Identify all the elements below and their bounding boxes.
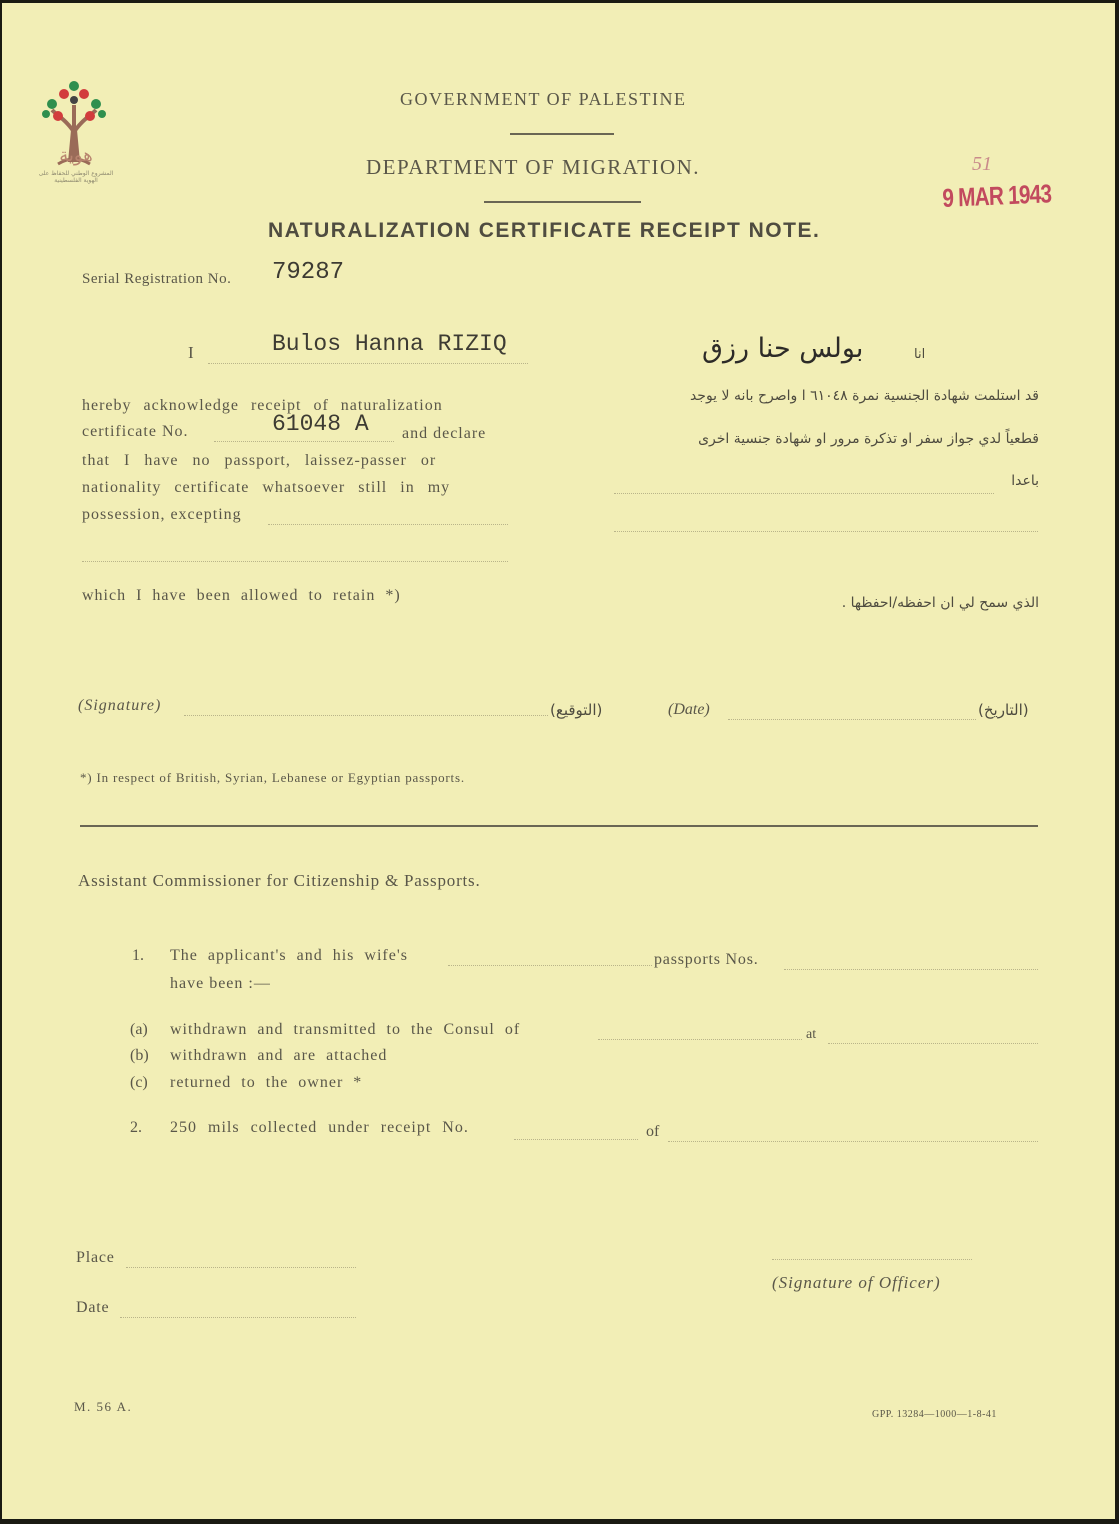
- date-label: (Date): [668, 701, 710, 718]
- arabic-excepting-line-2: [614, 531, 1038, 532]
- item-1-line-2: have been :—: [170, 975, 271, 992]
- item-2-of: of: [646, 1123, 660, 1140]
- ack-certificate-label: certificate No.: [82, 423, 189, 440]
- item-b-label: (b): [130, 1047, 149, 1064]
- of-line: [668, 1141, 1038, 1142]
- item-1-passports-line: [784, 969, 1038, 970]
- place-label: Place: [76, 1249, 115, 1266]
- date-label-arabic: (التاريخ): [978, 701, 1029, 719]
- printer-code: GPP. 13284—1000—1-8-41: [872, 1409, 997, 1420]
- ack-line-3: that I have no passport, laissez-passer or: [82, 452, 437, 469]
- ack-arabic-line-1: قد استلمت شهادة الجنسية نمرة ٦١٠٤٨ ا واصرح بانه لا يوجد: [689, 388, 1039, 404]
- certificate-number: 61048 A: [272, 411, 369, 437]
- item-c-label: (c): [130, 1074, 148, 1091]
- department-heading: DEPARTMENT OF MIGRATION.: [366, 155, 701, 179]
- arabic-excepting-line: [614, 493, 994, 494]
- logo-tagline: المشروع الوطني للحفاظ على الهوية الفلسطينية: [38, 170, 114, 184]
- certificate-line: [214, 441, 394, 442]
- retain-text-arabic: الذي سمح لي ان احفظه/احفظها .: [841, 595, 1039, 611]
- date-field-line: [120, 1317, 356, 1318]
- item-b-text: withdrawn and are attached: [170, 1047, 388, 1064]
- logo-name: هوية: [59, 145, 93, 166]
- item-1-number: 1.: [132, 947, 144, 964]
- item-a-label: (a): [130, 1021, 148, 1038]
- consul-line: [598, 1039, 802, 1040]
- officer-heading: Assistant Commissioner for Citizenship & Passports.: [78, 871, 481, 890]
- excepting-line: [268, 524, 508, 525]
- officer-signature-label: (Signature of Officer): [772, 1273, 941, 1292]
- excepting-line-2: [82, 561, 508, 562]
- receipt-line: [514, 1139, 638, 1140]
- item-2-text: 250 mils collected under receipt No.: [170, 1119, 469, 1136]
- item-1-text: The applicant's and his wife's: [170, 947, 408, 964]
- item-1-passports: passports Nos.: [654, 951, 759, 968]
- serial-number: 79287: [272, 259, 345, 286]
- header-divider-1: [510, 133, 614, 135]
- ack-arabic-line-2: قطعياً لدي جواز سفر او تذكرة مرور او شهادة جنسية اخرى: [698, 431, 1039, 447]
- at-line: [828, 1043, 1038, 1044]
- declarant-name: Bulos Hanna RIZIQ: [272, 331, 507, 357]
- date-stamp: 9 MAR 1943: [942, 178, 1052, 213]
- naturalization-receipt-form: [2, 3, 1115, 1519]
- ack-arabic-line-3: باعدا: [1011, 473, 1039, 489]
- signature-label-arabic: (التوقيع): [550, 701, 603, 719]
- signature-line: [184, 715, 548, 716]
- ack-line-1: hereby acknowledge receipt of naturalization: [82, 397, 443, 414]
- declarant-prefix-arabic: انا: [914, 347, 926, 362]
- item-2-number: 2.: [130, 1119, 142, 1136]
- signature-label: (Signature): [78, 697, 162, 714]
- date-line: [728, 719, 976, 720]
- ack-and-declare: and declare: [402, 425, 487, 442]
- item-a-text: withdrawn and transmitted to the Consul of: [170, 1021, 521, 1038]
- name-line: [208, 363, 528, 364]
- retain-text: which I have been allowed to retain *): [82, 587, 401, 604]
- declarant-prefix: I: [188, 343, 194, 362]
- ack-line-4: nationality certificate whatsoever still in my: [82, 479, 451, 496]
- item-c-text: returned to the owner *: [170, 1074, 363, 1091]
- header-divider-2: [484, 201, 641, 203]
- form-code: M. 56 A.: [74, 1399, 133, 1414]
- section-divider: [80, 825, 1038, 827]
- date-field-label: Date: [76, 1299, 110, 1316]
- place-line: [126, 1267, 356, 1268]
- government-heading: GOVERNMENT OF PALESTINE: [400, 89, 687, 109]
- item-a-at: at: [806, 1027, 817, 1042]
- item-1-wife-line: [448, 965, 652, 966]
- stamp-mark: 51: [972, 153, 992, 175]
- serial-label: Serial Registration No.: [82, 271, 232, 287]
- ack-line-5: possession, excepting: [82, 506, 242, 523]
- logo-caption: [32, 145, 120, 184]
- form-title: NATURALIZATION CERTIFICATE RECEIPT NOTE.: [268, 219, 821, 242]
- declarant-name-arabic: بولس حنا رزق: [702, 333, 864, 364]
- footnote: *) In respect of British, Syrian, Lebanese or Egyptian passports.: [80, 770, 465, 785]
- officer-signature-line: [772, 1259, 972, 1260]
